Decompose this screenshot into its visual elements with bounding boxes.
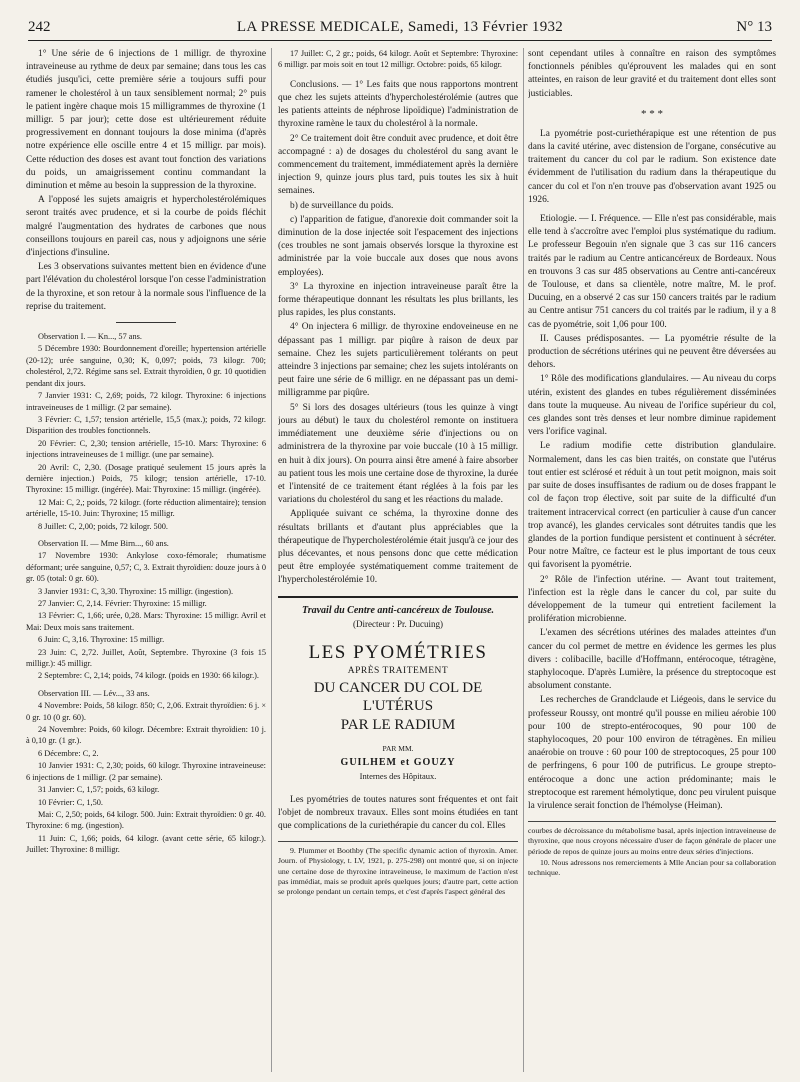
paragraph: 2° Ce traitement doit être conduit avec prudence, et doit être accompagné : a) de dosages du cholestérol du sang avant le commencement du traitement, immédiatement après la dernière injection 9, quinze jours plus tard, puis toutes les six à huit semaines. [278, 133, 518, 197]
section-stars: * * * [641, 107, 663, 120]
observation-entry: 10 Janvier 1931: C, 2,30; poids, 60 kilogr. Thyroxine intraveineuse: 6 injections de 1 milligr. (2 par semaine). [26, 761, 266, 782]
byline-par: PAR MM. [382, 743, 414, 753]
observation-entry: 4 Novembre: Poids, 58 kilogr. 850; C, 2,06. Extrait thyroïdien: 6 j. × 0 gr. 10 (0 gr. 60). [26, 701, 266, 722]
affiliation: Internes des Hôpitaux. [359, 771, 437, 782]
observation-entry: 5 Décembre 1930: Bourdonnement d'oreille; hypertension artérielle (20-12); urée sanguine, 0,30; K, 0,097; poids, 73 kilogr. 700; cholestérol, 2,72. Régime sans sel. Extrait thyroïdien, 0 gr. 10 quotidien pendant dix jours. [26, 344, 266, 388]
footnote: 9. Plummer et Boothby (The specific dynamic action of thyroxin. Amer. Journ. of Physiology, t. LV, 1921, p. 275-298) ont montré que, si on injecte une certaine dose de thyroxine intraveineuse, le maximum de l'action n'est pas immédiat, mais se produit après quelques jours; d'autre part, cette action se prolonge pendant un certain temps, et c'est d'après l'aspect général des [278, 846, 518, 896]
observation-entry: 2 Septembre: C, 2,14; poids, 74 kilogr. (poids en 1930: 66 kilogr.). [38, 671, 260, 681]
paragraph: Le radium modifie cette distribution glandulaire. Normalement, dans les cas bien traités, on constate que l'utérus tout entier est sclérosé et réduit à un tout petit moignon, mais soit par suite de doses insuffisantes de radium ou de doses frappant le col de façon trop élective, soit par suite de la difficulté d'un traitement intracervical correct (en particulier à cause d'un cancer trop avancé), les glandes cervicales sont détruites tandis que les glandes de la portion fundique persistent et continuent à sécréter. Pour notre Maître, ce facteur est le plus important de tous ceux qui favorisent la pyométrie. [528, 441, 776, 571]
paragraph: A l'opposé les sujets amaigris et hypercholestérolémiques seront traités avec prudence, et si la courbe de poids fléchit malgré l'augmentation des hydrates de carbones que nous conseillons toujours en pareil cas, nous y adjoignons une série d'injections d'insuline. [26, 195, 266, 259]
column-rule [523, 48, 524, 1072]
paragraph: 4° On injectera 6 milligr. de thyroxine endoveineuse en ne dépassant pas 1 milligr. par piqûre à raison de deux par semaine. Chez les sujets particulièrement tolérants on peut atteindre 3 injections par semaine; chez les sujets intolérants on peut faire une série de 6 milligr. en ne dépassant pas un demi-milligramme par piqûre. [278, 322, 518, 399]
observation-entry: 31 Janvier: C, 1,57; poids, 63 kilogr. [38, 785, 160, 795]
observation-entry: 23 Juin: C, 2,72. Juillet, Août, Septembre. Thyroxine (3 fois 15 milligr.): 45 milligr. [26, 647, 266, 669]
observation-entry: 24 Novembre: Poids, 60 kilogr. Décembre: Extrait thyroïdien: 10 j. à 0,10 gr. (1 gr.). [26, 725, 266, 746]
paragraph: Etiologie. — I. Fréquence. — Elle n'est pas considérable, mais elle tend à s'accroître avec l'emploi plus systématique du radium. Le professeur Begouin n'en signale que 3 cas sur 116 cancers traités par le radium au Centre anticancéreux de Bordeaux. Nous en trouvons 3 cas sur 485 observations au Centre anti-cancéreux de Toulouse, et dans sa clientèle, notre maître, M. le prof. Ducuing, en a observé 2 cas sur 150 cancers traités par le radium au Centre antisur 751 cancers du col traités par le radium, il y a 8 cas de pyométrie, soit 1,06 pour 100. [528, 214, 776, 330]
observation-entry: 11 Juin: C, 1,66; poids, 64 kilogr. (avant cette série, 65 kilogr.). Juillet: Thyroxine: 8 milligr. [26, 833, 266, 855]
article-title-line: APRÈS TRAITEMENT [347, 665, 449, 676]
observation-entry: 27 Janvier: C, 2,14. Février: Thyroxine: 15 milligr. [38, 599, 207, 608]
observation-heading: Observation I. — Kn..., 57 ans. [38, 332, 142, 342]
article-title-line: PAR LE RADIUM [340, 716, 456, 733]
column-2 [278, 48, 518, 1072]
article-title: LES PYOMÉTRIES [308, 641, 488, 663]
paragraph: b) de surveillance du poids. [290, 200, 394, 211]
separator [116, 322, 176, 323]
paragraph: Conclusions. — 1° Les faits que nous rapportons montrent que chez les sujets atteints d'hypercholestérolémie (autres que les patients atteints de néphrose lipoïdique) l'administration de thyroxine ramène le taux du cholestérol à la normale. [278, 79, 518, 130]
journal-title: LA PRESSE MEDICALE, Samedi, 13 Février 1932 [236, 18, 564, 35]
paragraph: Les recherches de Grandclaude et Liégeois, dans le service du professeur Roussy, ont montré qu'il pousse en milieu aérobie 100 pour 100 de strepto-entérocoques, 90 pour 100 de staphylocoques, 20 pour 100 environ de tétragènes. En milieu anaérobie on trouve : 60 pour 100 de streptocoques, 25 pour 100 de perfringens, 6 pour 100 de putrificus. Le groupe strepto-entérocoque a donc une action prédominante; mais le streptocoque est rarement hémolytique, donc peu virulent puisque la virulence serait fonction de l'hémolyse (Heiman). [528, 695, 776, 811]
footnote: 10. Nous adressons nos remerciements à Mlle Ancian pour sa collaboration technique. [528, 857, 776, 877]
column-3 [528, 48, 776, 1072]
observation-heading: Observation III. — Lév..., 33 ans. [38, 688, 150, 698]
observation-entry: 8 Juillet: C, 2,00; poids, 72 kilogr. 500. [38, 521, 168, 531]
footnote-rule [278, 841, 518, 842]
paragraph: sont cependant utiles à connaître en raison des symptômes fonctionnels pénibles qu'éprouvent les malades qui en sont atteintes, en raison de leur gravité et du traitement dont elles sont justiciables. [528, 49, 776, 99]
observation-entry: 17 Juillet: C, 2 gr.; poids, 64 kilogr. Août et Septembre: Thyroxine: 6 milligr. par mois soit en tout 12 milligr. Octobre: poids, 65 kilogr. [278, 49, 518, 70]
paragraph: 2° Rôle de l'infection utérine. — Avant tout traitement, l'infection est la règle dans le cancer du col, par suite du développement de la tumeur qui entretient facilement la prolifération microbienne. [528, 574, 776, 625]
observation-entry: 20 Février: C, 2,30; tension artérielle, 15-10. Mars: Thyroxine: 6 injections intraveineuses de 1 milligr. (une par semaine). [26, 438, 266, 460]
observation-entry: 7 Janvier 1931: C, 2,69; poids, 72 kilogr. Thyroxine: 6 injections intraveineuses de 1 milligr. (2 par semaine). [26, 391, 266, 412]
footnote-continued: courbes de décroissance du métabolisme basal, après injection intraveineuse de thyroxine, que nous croyons nécessaire d'user de façon générale de placer une période de repos de quinze jours au moins entre deux séries d'injections. [528, 826, 776, 856]
column-1 [26, 48, 266, 1072]
paragraph: II. Causes prédisposantes. — La pyométrie résulte de la production de sécrétions utérines qui ne peuvent être déversées au dehors. [528, 333, 776, 371]
page-number: 242 [28, 18, 51, 35]
observation-entry: 17 Novembre 1930: Ankylose coxo-fémorale; rhumatisme déformant; urée sanguine, 0,57; C, 3. Extrait thyroïdien: douze jours à 0 gr. 05 (total: 0 gr. 60). [26, 551, 266, 584]
paragraph: Les pyométries de toutes natures sont fréquentes et ont fait l'objet de nombreux travaux. Elles sont moins étudiées en tant que complications de la curiethérapie du cancer du col. Elles [278, 794, 518, 831]
observation-heading: Observation II. — Mme Birn..., 60 ans. [38, 538, 169, 548]
observation-entry: 13 Février: C, 1,66; urée, 0,28. Mars: Thyroxine: 15 milligr. Avril et Mai: Deux mois sans traitement. [26, 611, 266, 632]
article-title-line: DU CANCER DU COL DE L'UTÉRUS [313, 679, 483, 714]
paragraph: Appliquée suivant ce schéma, la thyroxine donne des résultats brillants et d'autant plus appréciables que la thérapeutique de l'hypercholestérolémie était jusqu'à ce jour des plus décevantes, et nous pensons donc que cette médication peut être employée systématiquement comme traitement de l'hypercholestérolémie 10. [278, 509, 518, 586]
paragraph: L'examen des sécrétions utérines des malades atteintes d'un cancer du col permet de mettre en évidence les germes les plus divers : colibacille, bacille d'Hoffmann, entérocoque, tétragène, staphylocoque. D'après Lumière, la présence du streptocoque est absolument constante. [528, 628, 776, 692]
authors: GUILHEM et GOUZY [340, 757, 456, 769]
paragraph: La pyométrie post-curiethérapique est une rétention de pus dans la cavité utérine, avec distension de l'organe, consécutive au traitement du cancer du col par le radium. Son existence date évidemment de l'utilisation du radium dans la thérapeutique du cancer du col et l'on n'en trouve pas d'observation avant 1925 ou 1926. [528, 128, 776, 205]
page-header [28, 14, 772, 41]
observation-entry: 6 Décembre: C, 2. [38, 748, 99, 758]
paragraph: 3° La thyroxine en injection intraveineuse paraît être la forme thérapeutique donnant les résultats les plus brillants, les plus rapides, les plus constants. [278, 281, 518, 319]
institution-line: Travail du Centre anti-cancéreux de Toulouse. [301, 604, 495, 616]
paragraph: c) l'apparition de fatigue, d'anorexie doit commander soit la diminution de la dose injectée soit l'espacement des injections (ces troubles ne sont jamais observés lorsque la thyroxine est administrée par la voie buccale aux doses que nous avons employées). [278, 214, 518, 278]
observation-entry: 10 Février: C, 1,50. [38, 797, 103, 807]
observation-entry: 3 Février: C, 1,57; tension artérielle, 15,5 (max.); poids, 72 kilogr. Disparition des troubles fonctionnels. [26, 414, 266, 436]
observation-entry: 3 Janvier 1931: C, 3,30. Thyroxine: 15 milligr. (ingestion). [38, 586, 234, 596]
paragraph: 1° Une série de 6 injections de 1 milligr. de thyroxine intraveineuse au rythme de deux par semaine; dans tous les cas étudiés jusqu'ici, cette première série a toujours suffi pour ramener le cholestérol à un taux sensiblement normal; 2° puis le patient ingère chaque mois 15 milligrammes de thyroxine (1 milligr. 5 par jour); cette dose est ultérieurement réduite progressivement en donnant toujours la dose minima (d'après notre expérience elle oscille entre 4 et 15 milligr. par mois). Cette réduction des doses est avant tout fonction des variations du poids, un amaigrissement continu commandant la diminution et même au besoin la suppression de la thyroxine. [26, 49, 266, 192]
article-header [278, 596, 518, 784]
footnote-rule [528, 821, 776, 822]
paragraph: Les 3 observations suivantes mettent bien en évidence d'une part l'élévation du cholestérol lorsque l'on cesse l'administration de la thyroxine, et son retour à la normale sous l'influence de la reprise du traitement. [26, 262, 266, 312]
column-rule [271, 48, 272, 1072]
director-line: (Directeur : Pr. Ducuing) [353, 618, 443, 629]
observation-entry: Mai: C, 2,50; poids, 64 kilogr. 500. Juin: Extrait thyroïdien: 0 gr. 40. Thyroxine: 6 mg. (ingestion). [26, 809, 266, 831]
observation-entry: 6 Juin: C, 3,16. Thyroxine: 15 milligr. [38, 635, 165, 645]
issue-number: N° 13 [736, 18, 772, 35]
paragraph: 5° Si lors des dosages ultérieurs (tous les quinze à vingt jours au début) le taux du cholestérol remonte on instituera immédiatement une deuxième série d'injections ou on administrera de la thyroxine par voie buccale (10 à 15 milligr. en huit à dix jours). On pourra ainsi être amené à faire absorber au patient tous les mois une certaine dose de thyroxine, la durée et l'intensité de ce traitement étant réglées à la fois par les variations du cholestérol du sang et les réactions du malade. [278, 402, 518, 506]
observation-entry: 20 Avril: C, 2,30. (Dosage pratiqué seulement 15 jours après la dernière injection.) Poids, 75 kilogr; tension artérielle, 17-10. Thyroxine: 15 milligr. (ingérée). Mai: Thyroxine: 15 milligr. (ingérée). [26, 462, 266, 495]
observation-entry: 12 Mai: C, 2,; poids, 72 kilogr. (forte réduction alimentaire); tension artérielle, 15-10. Juin: Thyroxine; 15 milligr. [26, 497, 266, 519]
paragraph: 1° Rôle des modifications glandulaires. — Au niveau du corps utérin, existent des glandes en tubes régulièrement disséminées dans toute la muqueuse. Au niveau de l'orifice supérieur du col, ces glandes sont très denses et leur nombre diminue rapidement vers l'orifice vaginal. [528, 374, 776, 438]
